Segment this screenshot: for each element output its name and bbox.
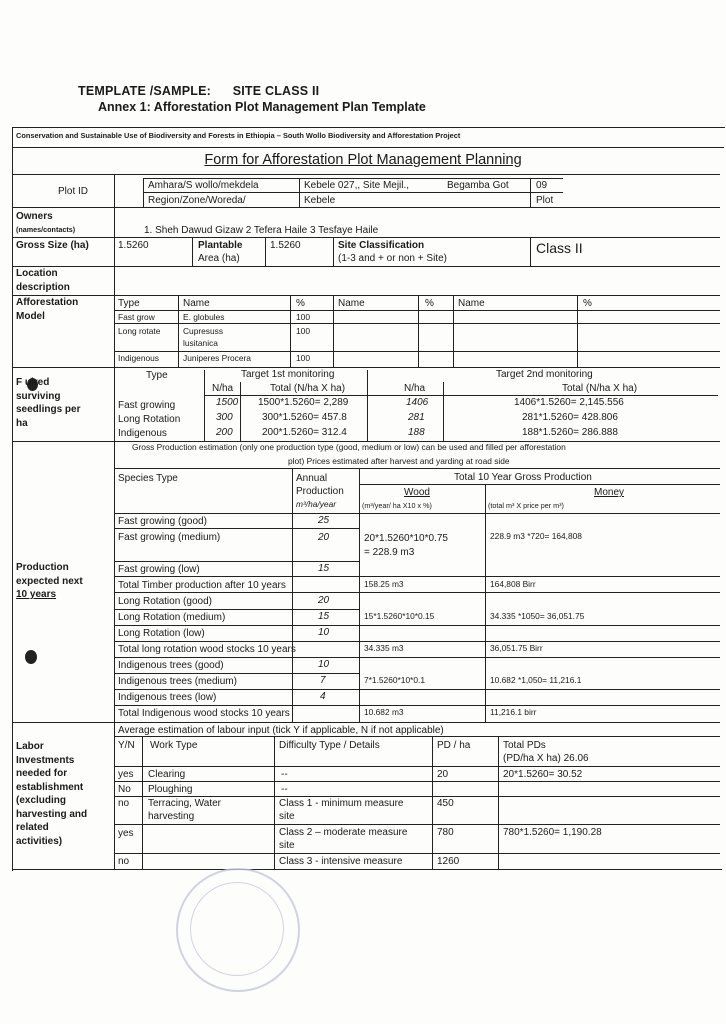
model-row-name: Cupresuss: [183, 326, 224, 336]
owners-label: Owners: [16, 211, 53, 222]
labor-header-total: Total PDs: [503, 740, 546, 751]
annex-title: Annex 1: Afforestation Plot Management Plan Template: [98, 100, 426, 114]
owners-value: 1. Sheh Dawud Gizaw 2 Tefera Haile 3 Tesfaye Haile: [144, 225, 379, 236]
production-row-annual: 15: [318, 563, 330, 574]
annual-header-2: Production: [296, 486, 344, 497]
form-title: Form for Afforestation Plot Management Planning: [204, 152, 522, 168]
production-total-money: 36,051.75 Birr: [490, 643, 543, 653]
production-total-row: Total long rotation wood stocks 10 years: [118, 644, 296, 655]
seedling-row-n1: 1500: [216, 397, 239, 408]
production-row-annual: 4: [320, 691, 326, 702]
seedling-row-t2: 281*1.5260= 428.806: [522, 412, 618, 423]
labor-row-work: Terracing, Water: [148, 798, 221, 809]
model-header-pct-1: %: [296, 298, 305, 309]
seedling-row-type: Indigenous: [118, 428, 167, 439]
labor-row-difficulty: Class 2 – moderate measure: [279, 827, 408, 838]
kebele-label: Kebele: [304, 195, 336, 206]
labor-note: Average estimation of labour input (tick Y if applicable, N if not applicable): [118, 725, 444, 736]
labor-row-difficulty: Class 3 - intensive measure: [279, 856, 403, 867]
labor-row-difficulty-cont: site: [279, 840, 295, 851]
production-note-2: plot) Prices estimated after harvest and yarding at road side: [288, 456, 510, 466]
labor-header-total-sub: (PD/ha X ha) 26.06: [503, 753, 589, 764]
production-row-species: Fast growing (low): [118, 564, 200, 575]
seedlings-label: F uired surviving seedlings per ha: [16, 377, 81, 429]
labor-header-work: Work Type: [150, 740, 198, 751]
nha-header-2: N/ha: [404, 383, 426, 394]
labor-row-work-cont: harvesting: [148, 811, 195, 822]
money-subheader: (total m³ X price per m³): [488, 501, 564, 510]
seedling-row-n2: 1406: [406, 397, 429, 408]
model-row-name: Juniperes Procera: [183, 353, 251, 363]
labor-row-difficulty-cont: site: [279, 811, 295, 822]
production-row-annual: 15: [318, 611, 330, 622]
nha-header-1: N/ha: [212, 383, 234, 394]
model-header-name-3: Name: [458, 298, 485, 309]
model-header-name-2: Name: [338, 298, 365, 309]
production-row-annual: 10: [318, 659, 330, 670]
production-total-wood: 158.25 m3: [364, 579, 404, 589]
production-note-1: Gross Production estimation (only one production type (good, medium or low) can be used and filled per afforestation: [132, 442, 566, 452]
production-total-wood: 34.335 m3: [364, 643, 404, 653]
labor-header-yn: Y/N: [118, 740, 135, 751]
labor-row-pd: 1260: [437, 856, 460, 867]
location-label: Location description: [16, 268, 70, 293]
labor-row-work: Clearing: [148, 769, 186, 780]
production-row-species: Indigenous trees (low): [118, 692, 217, 703]
production-row-money: 10.682 *1,050= 11,216.1: [490, 675, 582, 685]
site-class-heading: SITE CLASS II: [232, 84, 320, 98]
wood-subheader: (m³/year/ ha X10 x %): [362, 501, 432, 510]
site-class-note: (1-3 and + or non + Site): [338, 253, 447, 264]
labor-row-difficulty: Class 1 - minimum measure: [279, 798, 404, 809]
labor-label: Labor Investments needed for establishment (excluding harvesting and related activities): [16, 741, 88, 847]
annual-header-1: Annual: [296, 473, 328, 484]
production-total-wood: 10.682 m3: [364, 707, 404, 717]
production-total-row: Total Timber production after 10 years: [118, 580, 286, 591]
production-row-annual: 10: [318, 627, 330, 638]
target-2-header: Target 2nd monitoring: [496, 369, 593, 380]
production-row-species: Fast growing (good): [118, 516, 207, 527]
labor-row-pd: 20: [437, 769, 449, 780]
seedling-row-t1: 300*1.5260= 457.8: [262, 412, 347, 423]
production-total-row: Total Indigenous wood stocks 10 years: [118, 708, 290, 719]
labor-row-total: 780*1.5260= 1,190.28: [503, 827, 602, 838]
production-row-annual: 20: [318, 595, 330, 606]
production-row-money: 228.9 m3 *720= 164,808: [490, 531, 582, 541]
production-row-species: Long Rotation (low): [118, 628, 205, 639]
plot-id-label: Plot ID: [58, 186, 89, 197]
production-total-money: 164,808 Birr: [490, 579, 536, 589]
seedling-row-n2: 281: [408, 412, 425, 423]
template-heading: [78, 84, 337, 98]
production-row-wood-cont: = 228.9 m3: [364, 547, 415, 558]
site-class-label: Site Classification: [338, 240, 425, 251]
region-label: Region/Zone/Woreda/: [148, 195, 246, 206]
model-row-pct: 100: [296, 326, 310, 336]
seedling-row-n2: 188: [408, 427, 425, 438]
owners-sublabel: (names/contacts): [16, 225, 76, 234]
production-row-species: Long Rotation (good): [118, 596, 212, 607]
model-header-type: Type: [118, 298, 140, 309]
labor-row-difficulty: --: [281, 784, 288, 795]
plot-label: Plot: [536, 195, 554, 206]
labor-row-pd: 780: [437, 827, 454, 838]
gross-size-label: Gross Size (ha): [16, 240, 89, 251]
form-frame: [12, 127, 725, 871]
production-row-species: Indigenous trees (good): [118, 660, 224, 671]
labor-row-work: Ploughing: [148, 784, 193, 795]
wood-header: Wood: [404, 487, 430, 498]
production-total-money: 11,216.1 birr: [490, 707, 537, 717]
seedlings-type-header: Type: [146, 370, 168, 381]
seedling-row-t2: 1406*1.5260= 2,145.556: [514, 397, 624, 408]
model-header-pct-2: %: [425, 298, 434, 309]
seedling-row-n1: 300: [216, 412, 233, 423]
seedling-row-t1: 1500*1.5260= 2,289: [258, 397, 349, 408]
model-row-pct: 100: [296, 353, 310, 363]
model-row-name-cont: lusitanica: [183, 338, 218, 348]
labor-row-yn: yes: [118, 828, 134, 839]
total-header-2: Total (N/ha X ha): [562, 383, 638, 394]
total-header-1: Total (N/ha X ha): [270, 383, 346, 394]
production-row-species: Indigenous trees (medium): [118, 676, 237, 687]
labor-row-yn: no: [118, 798, 130, 809]
project-name: Conservation and Sustainable Use of Biodiversity and Forests in Ethiopia – South Wollo Biodiversity and Afforestation Project: [16, 131, 461, 140]
model-row-name: E. globules: [183, 312, 225, 322]
plantable-value: 1.5260: [270, 240, 301, 251]
kebele-value: Kebele 027,, Site Mejil.,: [304, 180, 410, 191]
model-row-type: Indigenous: [118, 353, 159, 363]
official-stamp-inner: [190, 882, 284, 976]
production-row-wood: 20*1.5260*10*0.75: [364, 533, 448, 544]
model-row-type: Fast grow: [118, 312, 155, 322]
labor-row-difficulty: --: [281, 769, 288, 780]
afforestation-model-label: Afforestation Model: [16, 297, 79, 322]
plantable-label: Plantable: [198, 240, 243, 251]
model-row-pct: 100: [296, 312, 310, 322]
production-row-wood: 7*1.5260*10*0.1: [364, 675, 426, 685]
annual-header-unit: m³/ha/year: [296, 499, 337, 509]
ink-blot: [25, 650, 37, 664]
labor-header-pd: PD / ha: [437, 740, 471, 751]
region-value: Amhara/S wollo/mekdela: [148, 180, 259, 191]
seedling-row-t2: 188*1.5260= 286.888: [522, 427, 618, 438]
production-row-annual: 7: [320, 675, 326, 686]
production-row-annual: 25: [318, 515, 330, 526]
production-row-annual: 20: [318, 532, 330, 543]
template-label: TEMPLATE /SAMPLE:: [78, 84, 212, 98]
seedling-row-type: Fast growing: [118, 400, 176, 411]
production-row-wood: 15*1.5260*10*0.15: [364, 611, 435, 621]
labor-row-yn: no: [118, 856, 130, 867]
money-header: Money: [594, 487, 625, 498]
production-row-species: Fast growing (medium): [118, 532, 221, 543]
model-header-name-1: Name: [183, 298, 210, 309]
model-header-pct-3: %: [583, 298, 592, 309]
production-label: Production expected next 10 years: [16, 562, 83, 600]
labor-header-difficulty: Difficulty Type / Details: [279, 740, 380, 751]
model-row-type: Long rotate: [118, 326, 161, 336]
labor-row-pd: 450: [437, 798, 454, 809]
gross-size-value: 1.5260: [118, 240, 149, 251]
site-name: Begamba Got: [447, 180, 509, 191]
plantable-area-label: Area (ha): [198, 253, 240, 264]
total-10-year-header: Total 10 Year Gross Production: [454, 472, 592, 483]
seedling-row-n1: 200: [216, 427, 233, 438]
production-row-species: Long Rotation (medium): [118, 612, 226, 623]
site-class-value: Class II: [536, 240, 583, 256]
plot-value: 09: [536, 180, 548, 191]
seedling-row-t1: 200*1.5260= 312.4: [262, 427, 347, 438]
target-1-header: Target 1st monitoring: [241, 369, 335, 380]
labor-row-yn: yes: [118, 769, 134, 780]
species-type-header: Species Type: [118, 473, 178, 484]
production-row-money: 34.335 *1050= 36,051.75: [490, 611, 585, 621]
seedling-row-type: Long Rotation: [118, 414, 181, 425]
labor-row-total: 20*1.5260= 30.52: [503, 769, 583, 780]
labor-row-yn: No: [118, 784, 131, 795]
